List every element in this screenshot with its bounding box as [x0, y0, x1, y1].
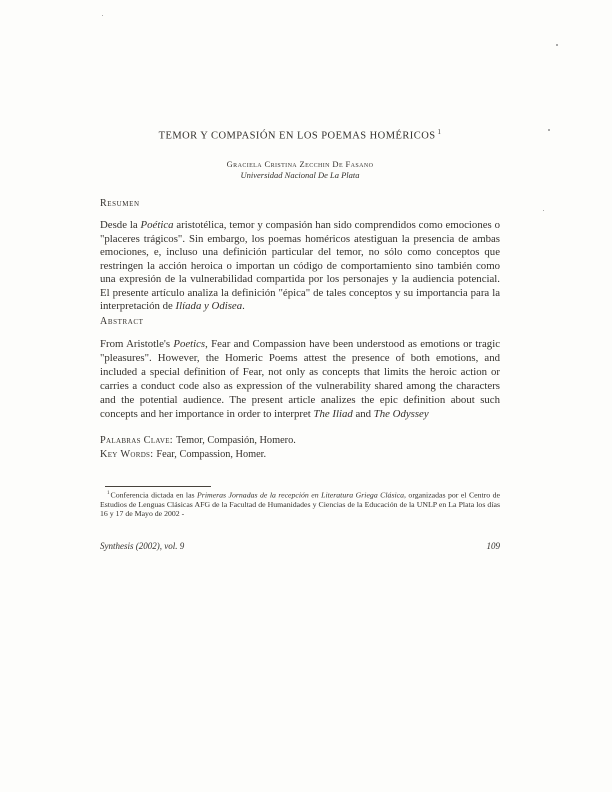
article-title-text: TEMOR Y COMPASIÓN EN LOS POEMAS HOMÉRICOS	[158, 130, 436, 142]
article-title	[100, 129, 500, 142]
footnote-marker: 1	[107, 490, 110, 496]
resumen-paragraph: Desde la Poética aristotélica, temor y compasión han sido comprendidos como emociones o "placeres trágicos". Sin embargo, los poemas homéricos atestiguan la presencia de ambas emociones, e, incluso una definición particular del temor, no sólo como conceptos que restringen la acción heroica o importan un código de comportamiento sino también como una expresión de la vulnerabilidad compartida por los personajes y la audiencia potencial. El presente artículo analiza la definición "épica" de tales conceptos y su importancia para la interpretación de Ilíada y Odisea.	[100, 219, 500, 312]
author-affiliation: Universidad Nacional De La Plata	[240, 170, 360, 180]
palabras-clave-value: Temor, Compasión, Homero.	[175, 435, 296, 446]
journal-volume-line: Synthesis (2002), vol. 9	[100, 541, 185, 551]
scan-speck	[548, 129, 550, 131]
article-first-page	[100, 0, 500, 792]
footnote-separator-rule	[105, 486, 211, 487]
title-footnote-marker: 1	[437, 129, 442, 136]
author-name: Graciela Cristina Zecchin De Fasano	[226, 159, 374, 169]
key-words-line	[100, 448, 500, 462]
page-footer	[100, 541, 500, 551]
abstract-paragraph: From Aristotle's Poetics, Fear and Compassion have been understood as emotions or tragic "pleasures". However, the Homeric Poems attest the presence of both emotions, and included a special definition of Fear, not only as concepts that limits the heroic action or carries a conduct code also as expression of the vulnerability shared among the characters and the potential audience. The present article analizes the epic definition about such concepts and her importance in order to interpret The Iliad and The Odyssey	[100, 338, 500, 420]
palabras-clave-line	[100, 434, 500, 448]
footnote-block	[100, 486, 500, 519]
scan-speck	[556, 44, 558, 46]
resumen-heading: Resumen	[100, 198, 140, 209]
scan-speck	[543, 210, 544, 211]
palabras-clave-label: Palabras Clave:	[100, 435, 173, 446]
footnote-text	[100, 489, 500, 519]
key-words-label: Key Words:	[100, 448, 154, 460]
abstract-heading: Abstract	[100, 316, 144, 327]
keywords-block	[100, 434, 500, 461]
key-words-value: Fear, Compassion, Homer.	[156, 448, 267, 460]
scan-speck	[102, 15, 103, 16]
footnote-text-content: Conferencia dictada en las Primeras Jornadas de la recepción en Literatura Griega Clásica, organizadas por el Centro de Estudios de Lenguas Clásicas AFG de la Facultad de Humanidades y Ciencias de la Educación de la UNLP en La Plata los días 16 y 17 de Mayo de 2002 -	[100, 490, 500, 519]
page-number: 109	[486, 541, 500, 551]
